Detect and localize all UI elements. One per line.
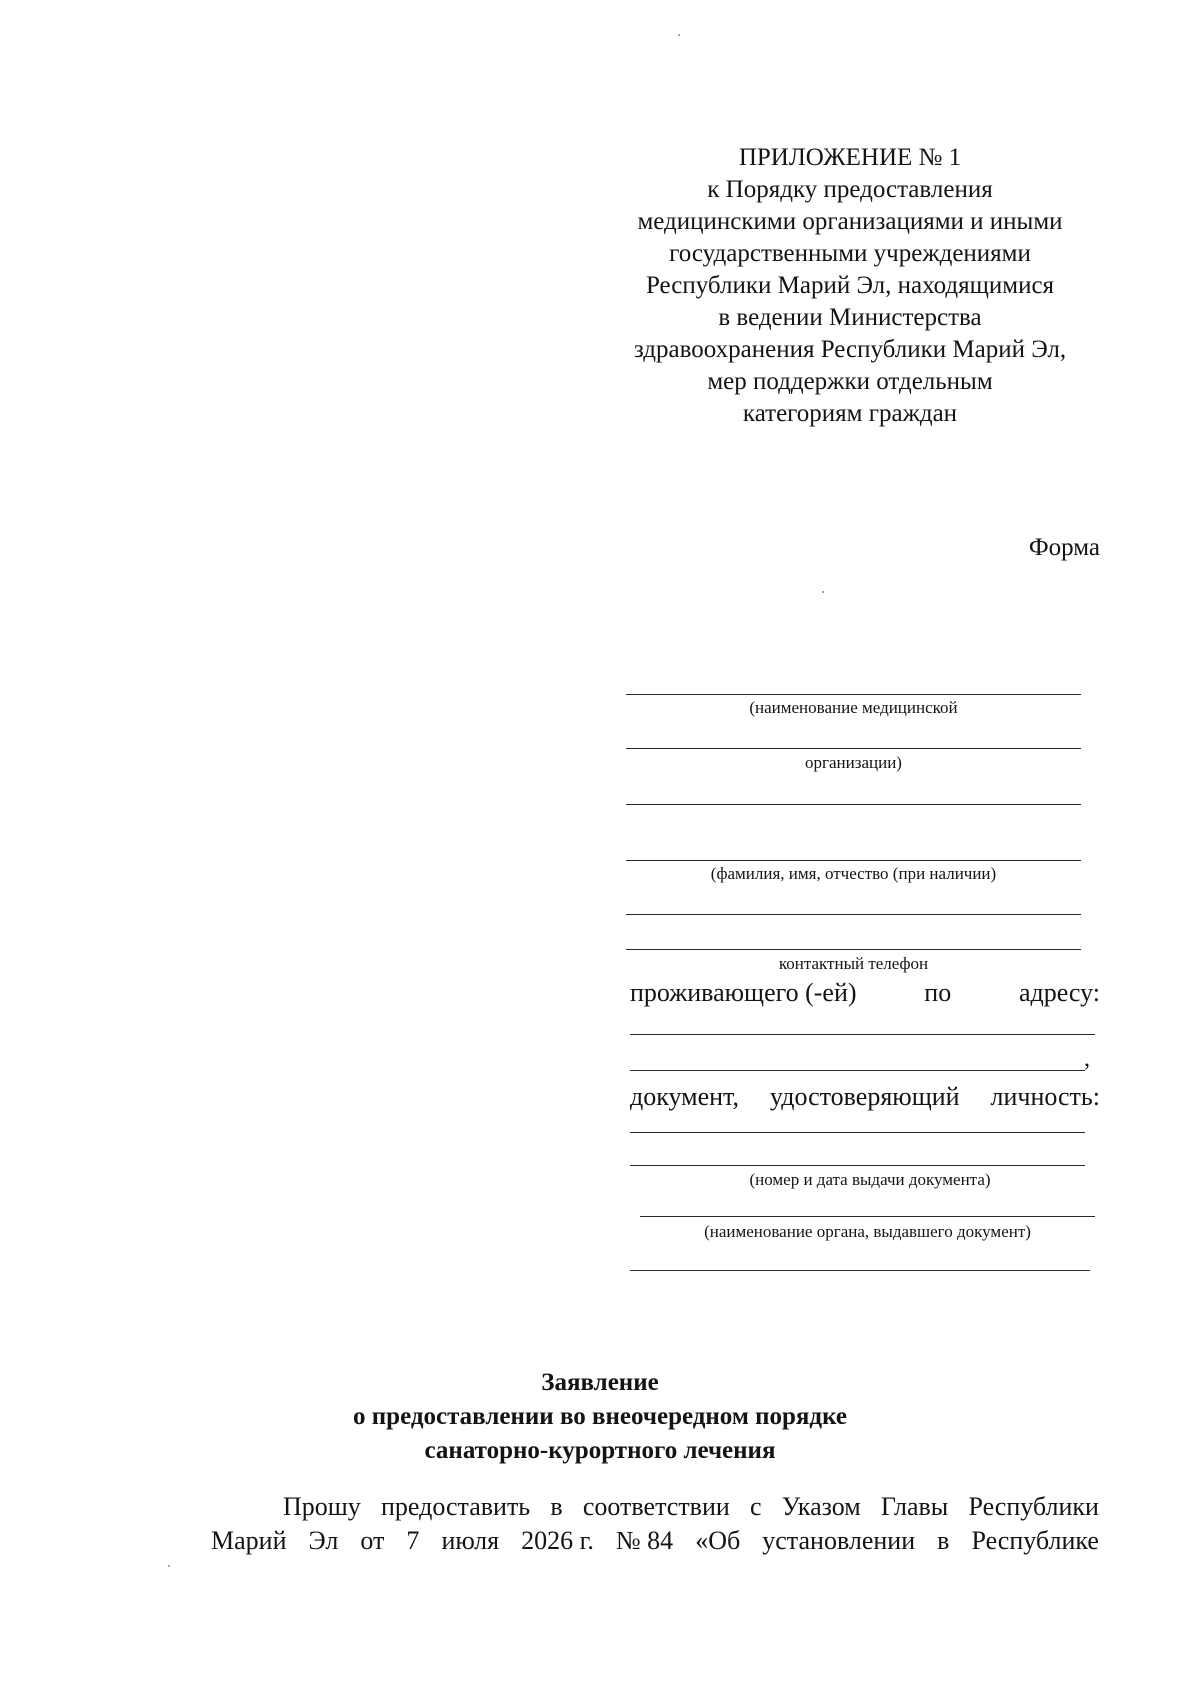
form-label: Форма bbox=[1028, 534, 1100, 561]
org-caption-2: организации) bbox=[805, 753, 902, 772]
request-paragraph bbox=[211, 1490, 1099, 1558]
address-word: по bbox=[924, 978, 952, 1007]
id-document-prompt bbox=[630, 1082, 1100, 1112]
phone-caption: контактный телефон bbox=[778, 954, 929, 973]
address-line-1[interactable] bbox=[630, 1034, 1095, 1035]
doc-number-caption: (номер и дата выдачи документа) bbox=[749, 1170, 991, 1189]
title-line-3: санаторно-курортного лечения bbox=[424, 1437, 776, 1464]
blank-line[interactable] bbox=[626, 804, 1081, 805]
word: Главы bbox=[880, 1492, 949, 1521]
word: в bbox=[937, 1526, 950, 1555]
paragraph-line-1 bbox=[211, 1490, 1099, 1524]
appendix-line: государственными учреждениями bbox=[669, 240, 1031, 267]
org-name-line[interactable] bbox=[626, 694, 1081, 695]
doc-number-line[interactable] bbox=[630, 1165, 1085, 1166]
word: соответствии bbox=[582, 1492, 730, 1521]
phone-line[interactable] bbox=[626, 949, 1081, 950]
id-word: удостоверяющий bbox=[769, 1082, 960, 1111]
address-word: проживающего (-ей) bbox=[630, 978, 857, 1007]
word: июля bbox=[441, 1526, 500, 1555]
id-line-1[interactable] bbox=[630, 1132, 1085, 1133]
scan-speck bbox=[678, 34, 680, 36]
appendix-line: Республики Марий Эл, находящимися bbox=[645, 272, 1055, 299]
title-line-2: о предоставлении во внеочередном порядке bbox=[353, 1403, 847, 1430]
appendix-line: в ведении Министерства bbox=[718, 304, 982, 331]
id-word: личность: bbox=[990, 1082, 1100, 1111]
word: 2026 г. bbox=[521, 1526, 594, 1555]
title-line-1: Заявление bbox=[541, 1369, 659, 1396]
appendix-line: категориям граждан bbox=[742, 400, 958, 427]
word: от bbox=[360, 1526, 385, 1555]
word: Марий bbox=[211, 1526, 287, 1555]
word: предоставить bbox=[381, 1492, 531, 1521]
word: № 84 bbox=[615, 1526, 674, 1555]
org-name-line-2[interactable] bbox=[626, 748, 1081, 749]
address-line-2[interactable] bbox=[630, 1070, 1085, 1071]
address-word: адресу: bbox=[1018, 978, 1100, 1007]
word: Республики bbox=[968, 1492, 1099, 1521]
word: Республике bbox=[971, 1526, 1099, 1555]
appendix-header bbox=[600, 142, 1100, 430]
word: Указом bbox=[781, 1492, 861, 1521]
word: Эл bbox=[308, 1526, 339, 1555]
appendix-line: медицинскими организациями и иными bbox=[637, 208, 1063, 235]
issuer-caption: (наименование органа, выдавшего документ) bbox=[704, 1222, 1031, 1241]
word: с bbox=[749, 1492, 762, 1521]
word: Прошу bbox=[283, 1492, 361, 1521]
address-comma: , bbox=[1084, 1046, 1090, 1072]
fio-line-2[interactable] bbox=[626, 914, 1081, 915]
scan-speck bbox=[822, 591, 824, 593]
word: установлении bbox=[762, 1526, 916, 1555]
appendix-line: здравоохранения Республики Марий Эл, bbox=[633, 336, 1067, 363]
word: 7 bbox=[406, 1526, 420, 1555]
word: «Об bbox=[695, 1526, 741, 1555]
org-caption-1: (наименование медицинской bbox=[749, 698, 958, 717]
appendix-title: ПРИЛОЖЕНИЕ № 1 bbox=[738, 144, 962, 171]
scan-speck bbox=[168, 1565, 170, 1567]
issuer-line[interactable] bbox=[640, 1216, 1095, 1217]
fio-line[interactable] bbox=[626, 860, 1081, 861]
address-prompt bbox=[630, 978, 1100, 1008]
appendix-line: мер поддержки отдельным bbox=[707, 368, 993, 395]
issuer-line-2[interactable] bbox=[630, 1270, 1090, 1271]
appendix-line: к Порядку предоставления bbox=[707, 176, 993, 203]
fio-caption: (фамилия, имя, отчество (при наличии) bbox=[710, 864, 997, 883]
paragraph-line-2 bbox=[211, 1524, 1099, 1558]
word: в bbox=[550, 1492, 563, 1521]
id-word: документ, bbox=[630, 1082, 739, 1111]
document-title bbox=[0, 1366, 1200, 1468]
